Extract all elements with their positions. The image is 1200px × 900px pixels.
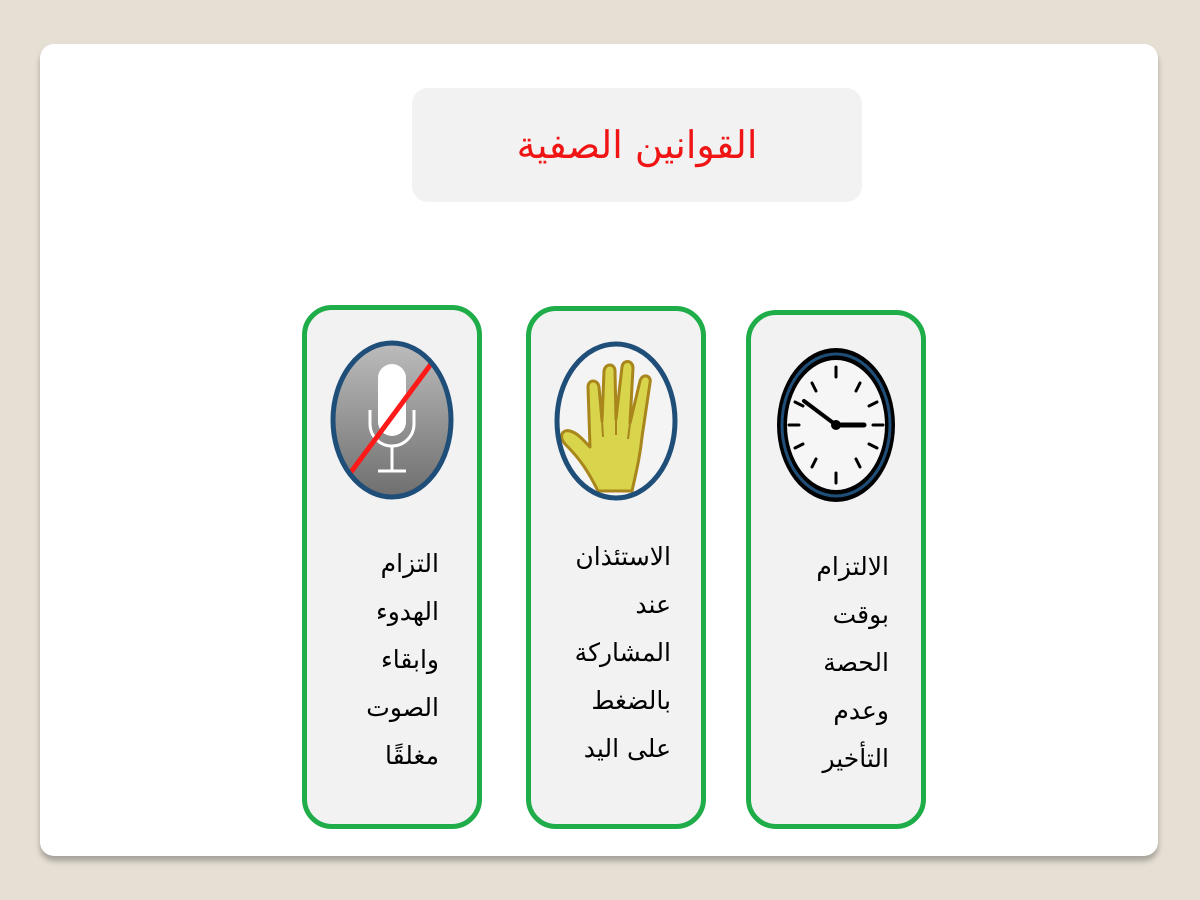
rule-text-punctuality <box>816 543 889 783</box>
rule-line: الهدوء <box>375 597 439 626</box>
raised-hand-icon <box>554 341 678 501</box>
page-title: القوانين الصفية <box>516 123 758 167</box>
rule-line: الالتزام <box>816 552 889 581</box>
rule-line: وعدم <box>833 696 889 725</box>
title-box <box>412 88 862 202</box>
rule-line: الحصة <box>823 648 889 677</box>
rule-line: بالضغط <box>591 686 671 715</box>
rule-line: بوقت <box>832 600 889 629</box>
rule-line: المشاركة <box>574 638 671 667</box>
rule-line: عند <box>635 590 671 619</box>
rule-line: مغلقًا <box>385 741 439 770</box>
muted-microphone-icon <box>330 340 454 500</box>
rule-line: على اليد <box>583 734 671 763</box>
rule-text-quiet <box>366 540 439 780</box>
clock-icon <box>774 345 898 505</box>
rule-card-punctuality <box>746 310 926 829</box>
rule-line: الصوت <box>366 693 439 722</box>
rule-card-quiet <box>302 305 482 829</box>
rule-card-permission <box>526 306 706 829</box>
rule-line: التزام <box>380 549 439 578</box>
rule-text-permission <box>575 533 671 773</box>
rule-line: التأخير <box>822 744 889 773</box>
rule-line: الاستئذان <box>575 542 671 571</box>
rule-line: وابقاء <box>381 645 439 674</box>
